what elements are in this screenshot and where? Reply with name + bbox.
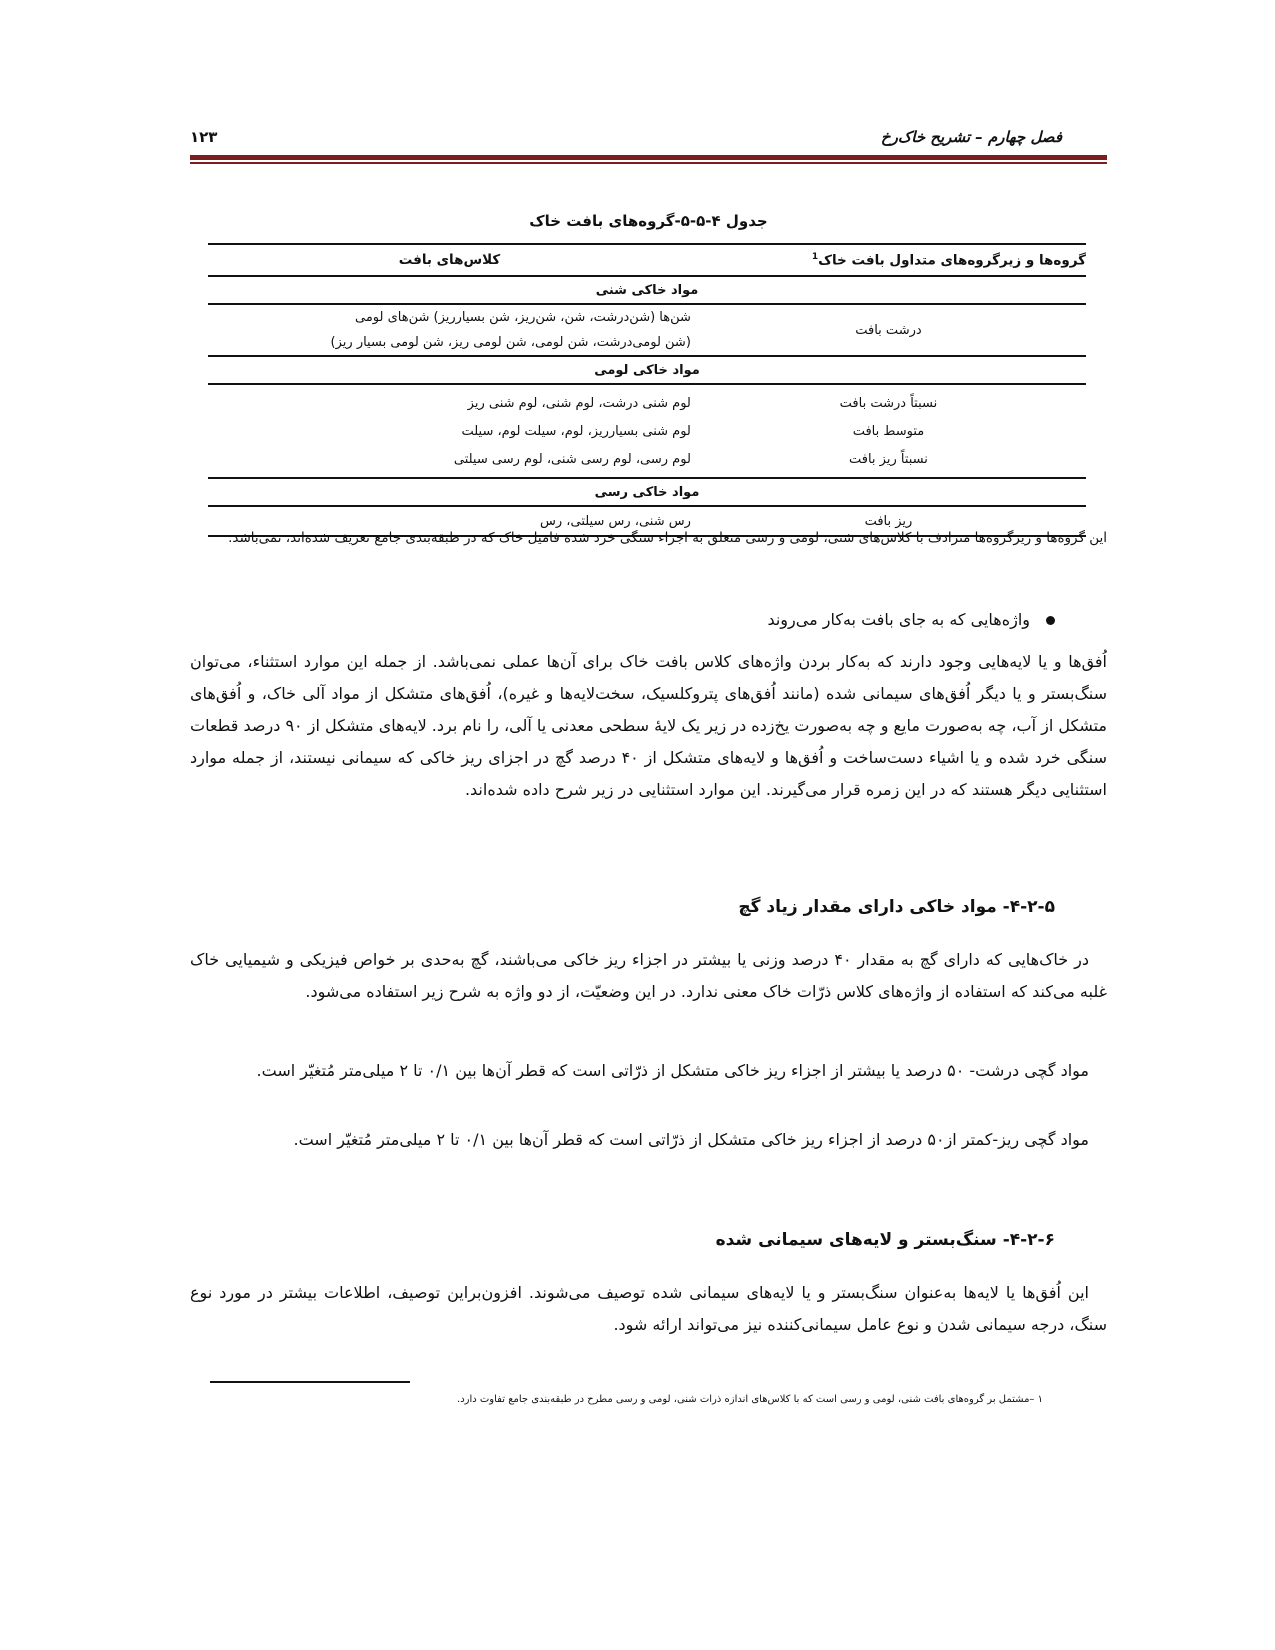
column-header-groups bbox=[691, 244, 1086, 276]
section-row bbox=[208, 356, 1086, 384]
bullet-dot-icon bbox=[1046, 616, 1055, 625]
column-header-groups-label: گروه‌ها و زیرگروه‌های متداول بافت خاک bbox=[818, 252, 1086, 269]
group-cell: متوسط بافت bbox=[852, 423, 925, 439]
group-cell: درشت بافت bbox=[691, 304, 1086, 356]
class-cell bbox=[208, 304, 691, 356]
section-title: مواد خاکی لومی bbox=[208, 356, 1086, 384]
texture-table-grid bbox=[208, 243, 1086, 537]
paragraph: در خاک‌هایی که دارای گچ به مقدار ۴۰ درصد وزنی یا بیشتر در اجزاء ریز خاکی می‌باشند، گچ به‌حدی بر خواص فیزیکی و شیمیایی خاک غلبه می‌کند که استفاده از واژه‌های کلاس ذرّات خاک معنی ندارد. در این وضعیّت، از دو واژه به شرح زیر استفاده می‌شود. bbox=[190, 950, 1107, 1001]
column-header-classes: کلاس‌های بافت bbox=[208, 244, 691, 276]
bullet-item bbox=[767, 610, 1055, 629]
texture-table bbox=[208, 243, 1086, 537]
header-rule-thin bbox=[190, 162, 1107, 164]
table-row bbox=[208, 417, 1086, 445]
table-row bbox=[208, 384, 1086, 417]
section-row bbox=[208, 478, 1086, 506]
class-cell: لوم شنی بسیارریز، لوم، سیلت لوم، سیلت bbox=[461, 423, 691, 439]
group-cell: نسبتاً ریز بافت bbox=[691, 445, 1086, 478]
header-rule bbox=[190, 155, 1107, 160]
running-title: فصل چهارم – تشریح خاک‌رخ bbox=[880, 128, 1062, 146]
table-header-row bbox=[208, 244, 1086, 276]
section-heading: ۴-۲-۶- سنگ‌بستر و لایه‌های سیمانی شده bbox=[715, 1230, 1055, 1250]
class-cell: لوم شنی درشت، لوم شنی، لوم شنی ریز bbox=[467, 395, 691, 411]
table-row bbox=[208, 445, 1086, 478]
group-cell: نسبتاً درشت بافت bbox=[839, 395, 938, 411]
class-line: (شن لومی‌درشت، شن لومی، شن لومی ریز، شن لومی بسیار ریز) bbox=[330, 335, 691, 350]
section-row bbox=[208, 276, 1086, 304]
paragraph: این اُفق‌ها یا لایه‌ها به‌عنوان سنگ‌بستر و یا لایه‌های سیمانی شده توصیف می‌شوند. افزون‌براین توصیف، اطلاعات بیشتر در مورد نوع سنگ، درجه سیمانی شدن و نوع عامل سیمانی‌کننده نیز می‌تواند ارائه شود. bbox=[190, 1283, 1107, 1334]
group-cell: ریز بافت bbox=[691, 506, 1086, 536]
footnote-rule bbox=[210, 1381, 410, 1383]
section-heading: ۴-۲-۵- مواد خاکی دارای مقدار زیاد گچ bbox=[738, 897, 1055, 917]
table-note: این گروه‌ها و زیرگروه‌ها مترادف با کلاس‌های شنی، لومی و رسی متعلق به اجزاء سنگی خرد شده فامیل خاک که در طبقه‌بندی جامع تعریف شده‌اند، نمی‌باشد. bbox=[228, 530, 1107, 546]
bullet-text: واژه‌هایی که به جای بافت به‌کار می‌روند bbox=[767, 610, 1030, 629]
footnote-marker: 1 bbox=[811, 251, 819, 262]
paragraph: مواد گچی درشت- ۵۰ درصد یا بیشتر از اجزاء ریز خاکی متشکل از ذرّاتی است که قطر آن‌ها بین ۰/۱ تا ۲ میلی‌متر مُتغیّر است. bbox=[256, 1061, 1089, 1080]
section-title: مواد خاکی شنی bbox=[208, 276, 1086, 304]
paragraph: مواد گچی ریز-کمتر از۵۰ درصد از اجزاء ریز خاکی متشکل از ذرّاتی است که قطر آن‌ها بین ۰/۱ تا ۲ میلی‌متر مُتغیّر است. bbox=[293, 1130, 1089, 1149]
paragraph: اُفق‌ها و یا لایه‌هایی وجود دارند که به‌کار بردن واژه‌های کلاس بافت خاک برای آن‌ها عملی نمی‌باشد. از جمله این موارد استثناء، می‌توان سنگ‌بستر و یا دیگر اُفق‌های سیمانی شده (مانند اُفق‌های پتروکلسیک، سخت‌لایه‌ها و غیره)، اُفق‌های متشکل از مواد آلی خاک، و اُفق‌های متشکل از آب، چه به‌صورت مایع و چه به‌صورت یخ‌زده در زیر یک لایۀ سطحی معدنی یا آلی، را نام برد. لایه‌های متشکل از ۹۰ درصد قطعات سنگی خرد شده و یا اشیاء دست‌ساخت و اُفق‌ها و لایه‌های متشکل از ۴۰ درصد گچ در اجزای ریز خاکی که سیمانی نیستند، از جمله موارد استثنایی دیگر هستند که در این زمره قرار می‌گیرند. این موارد استثنایی در زیر شرح داده شده‌اند. bbox=[190, 652, 1108, 799]
table-row bbox=[208, 304, 1086, 356]
page-number: ۱۲۳ bbox=[190, 128, 218, 146]
class-line: شن‌ها (شن‌درشت، شن، شن‌ریز، شن بسیارریز) شن‌های لومی bbox=[354, 310, 691, 325]
class-cell: رس شنی، رس سیلتی، رس bbox=[208, 506, 691, 536]
section-title: مواد خاکی رسی bbox=[208, 478, 1086, 506]
class-cell: لوم رسی، لوم رسی شنی، لوم رسی سیلتی bbox=[208, 445, 691, 478]
footnote: ۱ –مشتمل بر گروه‌های بافت شنی، لومی و رسی است که با کلاس‌های اندازه ذرات شنی، لومی و رسی مطرح در طبقه‌بندی جامع تفاوت دارد. bbox=[457, 1394, 1043, 1405]
table-caption: جدول ۴-۵-۵-گروه‌های بافت خاک bbox=[529, 212, 768, 230]
